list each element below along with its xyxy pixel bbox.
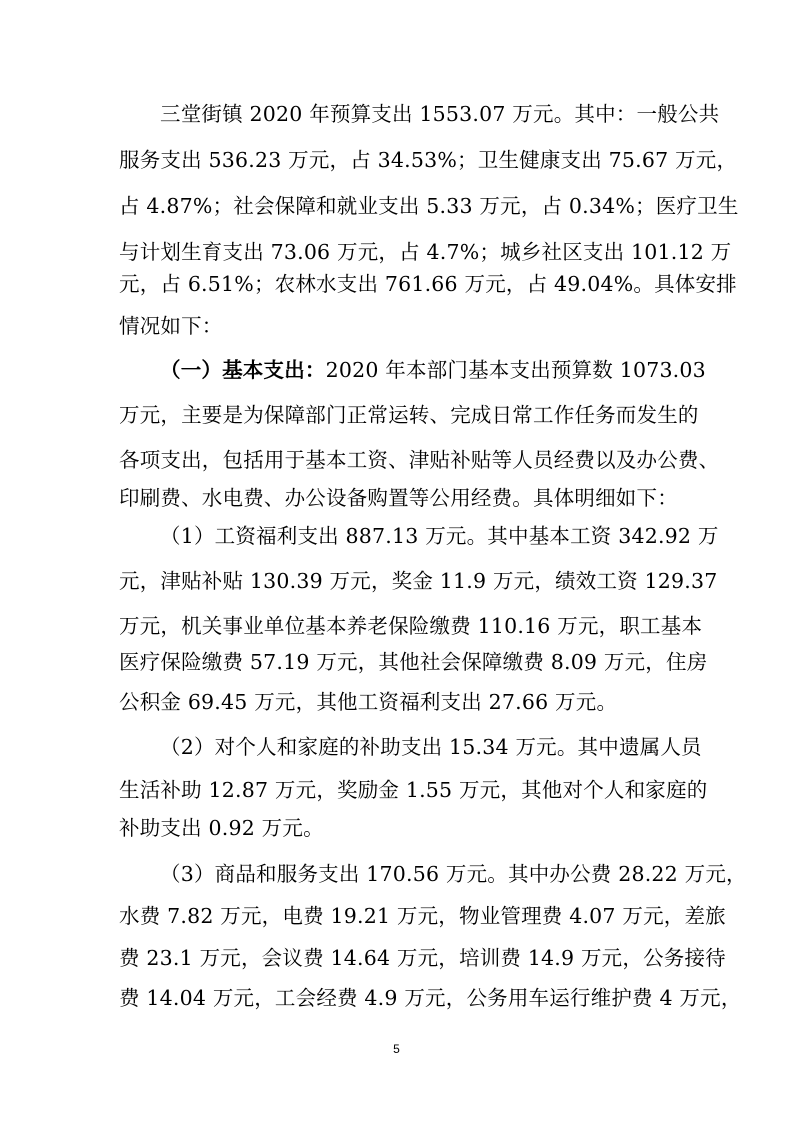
paragraph-line: （3）商品和服务支出 170.56 万元。其中办公费 28.22 万元， [160, 862, 747, 886]
paragraph-line: 印刷费、水电费、办公设备购置等公用经费。具体明细如下： [119, 486, 678, 510]
section-heading-text: 2020 年本部门基本支出预算数 1073.03 [325, 358, 706, 382]
paragraph-line: 万元，主要是为保障部门正常运转、完成日常工作任务而发生的 [119, 403, 699, 427]
paragraph-line: （1）工资福利支出 887.13 万元。其中基本工资 342.92 万 [160, 524, 719, 548]
paragraph-line: （2）对个人和家庭的补助支出 15.34 万元。其中遗属人员 [160, 735, 702, 759]
paragraph-line: 服务支出 536.23 万元，占 34.53%；卫生健康支出 75.67 万元， [119, 148, 738, 172]
paragraph-line: 水费 7.82 万元，电费 19.21 万元，物业管理费 4.07 万元，差旅 [119, 904, 726, 928]
paragraph-line: 医疗保险缴费 57.19 万元，其他社会保障缴费 8.09 万元，住房 [119, 650, 708, 674]
paragraph-line: 占 4.87%；社会保障和就业支出 5.33 万元，占 0.34%；医疗卫生 [119, 194, 739, 218]
paragraph-line: 元，津贴补贴 130.39 万元，奖金 11.9 万元，绩效工资 129.37 [119, 569, 718, 593]
paragraph-line: 费 23.1 万元，会议费 14.64 万元，培训费 14.9 万元，公务接待 [119, 946, 726, 970]
paragraph-line: 各项支出，包括用于基本工资、津贴补贴等人员经费以及办公费、 [119, 448, 720, 472]
paragraph-line: 元，占 6.51%；农林水支出 761.66 万元，占 49.04%。具体安排 [119, 272, 737, 296]
paragraph-line: 生活补助 12.87 万元，奖励金 1.55 万元，其他对个人和家庭的 [119, 778, 708, 802]
paragraph-line: 情况如下： [119, 314, 223, 338]
paragraph-line: 与计划生育支出 73.06 万元，占 4.7%；城乡社区支出 101.12 万 [119, 240, 732, 264]
paragraph-line: 公积金 69.45 万元，其他工资福利支出 27.66 万元。 [119, 690, 618, 714]
section-heading: （一）基本支出： [160, 358, 326, 382]
paragraph-line: 三堂街镇 2020 年预算支出 1553.07 万元。其中：一般公共 [160, 102, 720, 126]
paragraph-line: 万元，机关事业单位基本养老保险缴费 110.16 万元，职工基本 [119, 614, 703, 638]
paragraph-line: 补助支出 0.92 万元。 [119, 816, 324, 840]
page-number: 5 [393, 1042, 400, 1056]
section-heading-line [160, 357, 706, 383]
paragraph-line: 费 14.04 万元，工会经费 4.9 万元，公务用车运行维护费 4 万元， [119, 986, 742, 1010]
